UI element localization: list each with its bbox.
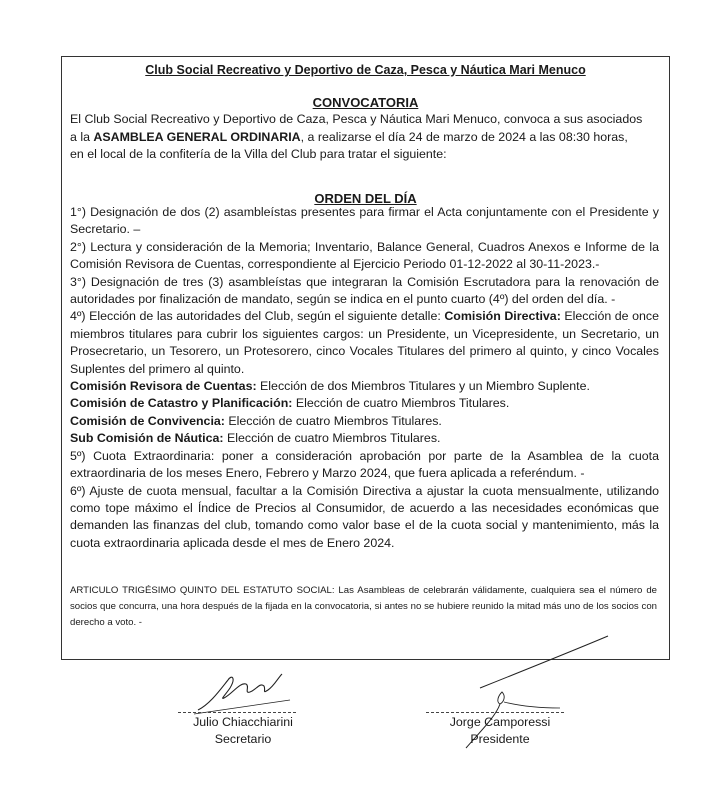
signatory-role: Presidente (470, 732, 530, 746)
signatory-secretary (183, 714, 303, 748)
signature-line-right (426, 712, 564, 713)
agenda-list (70, 204, 659, 552)
convocatoria-body (70, 111, 661, 164)
catastro-label: Comisión de Catastro y Planificación: (70, 396, 293, 411)
agenda-convivencia (70, 413, 659, 430)
convivencia-label: Comisión de Convivencia: (70, 413, 225, 428)
convocatoria-line-3: en el local de la confitería de la Villa del Club para tratar el siguiente: (70, 147, 447, 161)
orden-del-dia-heading: ORDEN DEL DÍA (314, 191, 417, 206)
nautica-label: Sub Comisión de Náutica: (70, 431, 224, 446)
text-span: a la (70, 129, 94, 144)
text-span: , a realizarse el día 24 de marzo de 2024 a las 08:30 horas, (300, 129, 628, 144)
convocatoria-line-2 (70, 129, 661, 147)
agenda-item-6: 6º) Ajuste de cuota mensual, facultar a la Comisión Directiva a ajustar la cuota mensualmente, utilizando como tope máximo el Índice de Precios al Consumidor, de acuerdo a las necesidades económicas que demanden las finanzas del club, tomando como valor base el de la cuota social y mantenimiento, más la cuota extraordinaria aplicada desde el mes de Enero 2024. (70, 483, 659, 550)
agenda-item-5: 5º) Cuota Extraordinaria: poner a consideración aprobación por parte de la Asamblea de la cuota extraordinaria de los meses Enero, Febrero y Marzo 2024, que fuera aplicada a referéndum. - (70, 448, 659, 481)
agenda-catastro (70, 395, 659, 412)
signature-left (190, 660, 300, 720)
signature-line-left (178, 712, 296, 713)
signatory-name: Jorge Camporessi (449, 715, 551, 729)
club-title: Club Social Recreativo y Deportivo de Caza, Pesca y Náutica Mari Menuco (145, 63, 586, 77)
agenda-revisora (70, 378, 659, 395)
convocatoria-heading: CONVOCATORIA (312, 95, 419, 110)
agenda-item-2: 2°) Lectura y consideración de la Memoria; Inventario, Balance General, Cuadros Anexos e Informe de la Comisión Revisora de Cuentas, correspondiente al Ejercicio Periodo 01-12-2022 al 30-11-2023.- (70, 239, 659, 272)
revisora-label: Comisión Revisora de Cuentas: (70, 379, 257, 394)
signatory-president (430, 714, 570, 748)
agenda-item-1: 1°) Designación de dos (2) asambleístas presentes para firmar el Acta conjuntamente con el Presidente y Secretario. – (70, 205, 659, 237)
text-span: Elección de cuatro Miembros Titulares. (224, 413, 442, 428)
convocatoria-line-1: El Club Social Recreativo y Deportivo de Caza, Pesca y Náutica Mari Menuco, convoca a sus asociados (70, 112, 643, 126)
comision-directiva-label: Comisión Directiva: (444, 309, 561, 324)
agenda-item-3: 3°) Designación de tres (3) asambleístas que integraran la Comisión Escrutadora para la renovación de autoridades por finalización de mandato, según se indica en el punto cuarto (4º) del orden del día. - (70, 274, 659, 307)
text-span: Elección de cuatro Miembros Titulares. (223, 431, 441, 446)
signatory-role: Secretario (214, 732, 272, 746)
agenda-nautica (70, 430, 659, 447)
text-span: Elección de cuatro Miembros Titulares. (292, 396, 510, 411)
text-span: Elección de once miembros titulares para cubrir los siguientes cargos: un Presidente, un Vicepresidente, un Secretario, un Prosecretario, un Tesorero, un Protesorero, cinco Vocales Titulares del primero al quinto, y cinco Vocales Suplentes del primero al quinto. (70, 309, 659, 376)
text-span: Elección de dos Miembros Titulares y un Miembro Suplente. (256, 379, 590, 394)
statute-article: ARTICULO TRIGÉSIMO QUINTO DEL ESTATUTO SOCIAL: Las Asambleas de celebrarán válidamente, cualquiera sea el número de socios que concurra, una hora después de la fijada en la convocatoria, si antes no se hubiere reunido la mitad más uno de los socios con derecho a voto. - (70, 585, 657, 628)
signatory-name: Julio Chiacchiarini (193, 715, 293, 729)
assembly-type: ASAMBLEA GENERAL ORDINARIA (93, 129, 301, 144)
document-frame (61, 56, 670, 660)
text-span: 4º) Elección de las autoridades del Club, según el siguiente detalle: (70, 309, 445, 324)
agenda-item-4 (70, 308, 659, 378)
